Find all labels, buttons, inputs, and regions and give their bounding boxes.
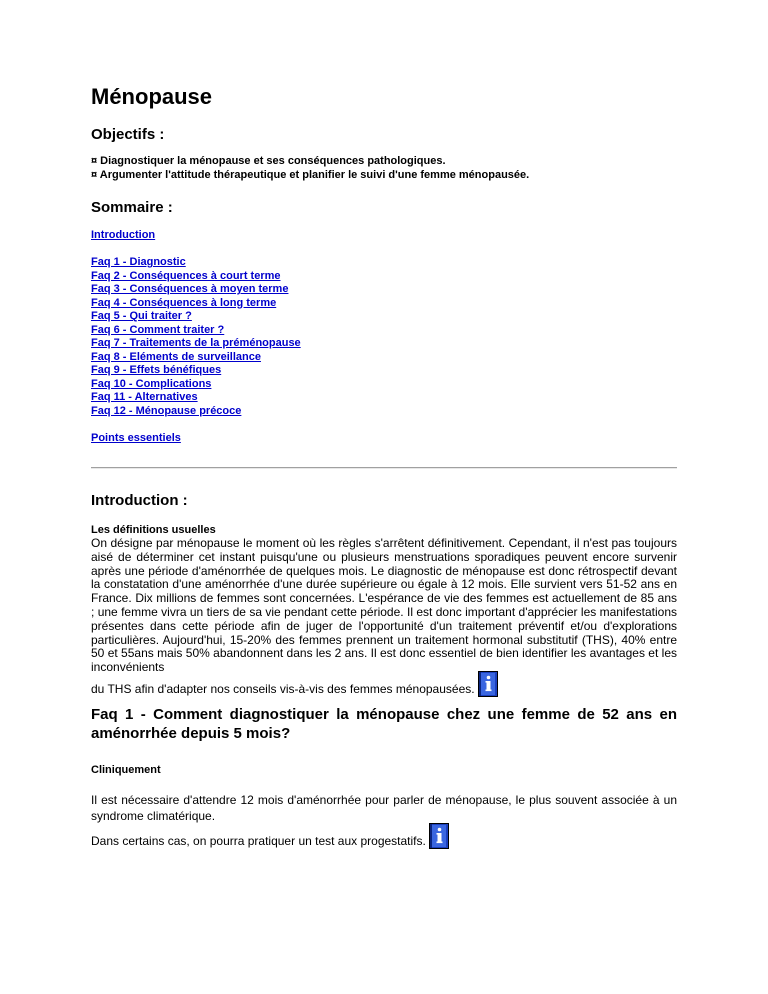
faq1-paragraph-2-row <box>91 823 677 849</box>
introduction-subheading: Les définitions usuelles <box>91 524 216 536</box>
faq1-heading: Faq 1 - Comment diagnostiquer la ménopause chez une femme de 52 ans en aménorrhée depuis 5 mois? <box>91 706 677 742</box>
toc-link-faq-9[interactable]: Faq 9 - Effets bénéfiques <box>91 364 222 376</box>
objectif-item: ¤ Argumenter l'attitude thérapeutique et planifier le suivi d'une femme ménopausée. <box>91 168 530 181</box>
toc-link-faq-3[interactable]: Faq 3 - Conséquences à moyen terme <box>91 283 289 295</box>
toc-link-faq-1[interactable]: Faq 1 - Diagnostic <box>91 256 186 268</box>
toc-faq-list <box>91 256 301 418</box>
toc-link-faq-6[interactable]: Faq 6 - Comment traiter ? <box>91 323 225 336</box>
toc-link-faq-11[interactable]: Faq 11 - Alternatives <box>91 391 198 403</box>
info-book-icon[interactable] <box>429 823 449 849</box>
section-divider <box>91 467 677 469</box>
introduction-last-line-text: du THS afin d'adapter nos conseils vis-à-vis des femmes ménopausées. <box>91 682 475 697</box>
toc-link-faq-2[interactable]: Faq 2 - Conséquences à court terme <box>91 269 281 282</box>
page-title: Ménopause <box>91 84 213 109</box>
toc-link-faq-5[interactable]: Faq 5 - Qui traiter ? <box>91 310 192 322</box>
toc-link-faq-8[interactable]: Faq 8 - Eléments de surveillance <box>91 350 261 363</box>
toc-link-faq-7[interactable]: Faq 7 - Traitements de la préménopause <box>91 337 301 349</box>
toc-link-faq-4[interactable]: Faq 4 - Conséquences à long terme <box>91 296 277 309</box>
toc-link-introduction[interactable]: Introduction <box>91 229 156 241</box>
faq1-paragraph-1: Il est nécessaire d'attendre 12 mois d'aménorrhée pour parler de ménopause, le plus souvent associée à un syndrome climatérique. <box>91 793 677 823</box>
introduction-heading: Introduction : <box>91 492 188 509</box>
introduction-paragraph: On désigne par ménopause le moment où les règles s'arrêtent définitivement. Cependant, il n'est pas toujours aisé de déterminer cet instant puisqu'une ou plusieurs menstruations sporadiques peuvent encore survenir après une période d'aménorrhée de quelques mois. Le diagnostic de ménopause est donc rétrospectif devant la constatation d'une aménorrhée d'une durée supérieure ou égale à 12 mois. Elle survient vers 51-52 ans en France. Dix millions de femmes sont concernées. L'espérance de vie des femmes est actuellement de 85 ans ; une femme vivra un tiers de sa vie pendant cette période. Il est donc important d'apprécier les manifestations présentes dans cette période afin de juger de l'opportunité d'un traitement préventif et/ou d'explorations particulières. Aujourd'hui, 15-20% des femmes prennent un traitement hormonal substitutif (THS), 40% entre 50 et 55ans mais 50% abandonnent dans les 2 ans. Il est donc essentiel de bien identifier les avantages et les inconvénients <box>91 536 677 675</box>
toc-link-faq-12[interactable]: Faq 12 - Ménopause précoce <box>91 404 242 417</box>
faq1-paragraph-2: Dans certains cas, on pourra pratiquer un test aux progestatifs. <box>91 834 426 849</box>
introduction-last-line <box>91 671 677 697</box>
objectif-item: ¤ Diagnostiquer la ménopause et ses conséquences pathologiques. <box>91 155 446 167</box>
objectifs-list <box>91 155 529 182</box>
sommaire-heading: Sommaire : <box>91 199 173 216</box>
info-book-icon[interactable] <box>478 671 498 697</box>
toc-link-points-essentiels[interactable]: Points essentiels <box>91 432 181 444</box>
faq1-subheading: Cliniquement <box>91 764 161 776</box>
toc-link-faq-10[interactable]: Faq 10 - Complications <box>91 377 212 390</box>
objectifs-heading: Objectifs : <box>91 126 165 143</box>
